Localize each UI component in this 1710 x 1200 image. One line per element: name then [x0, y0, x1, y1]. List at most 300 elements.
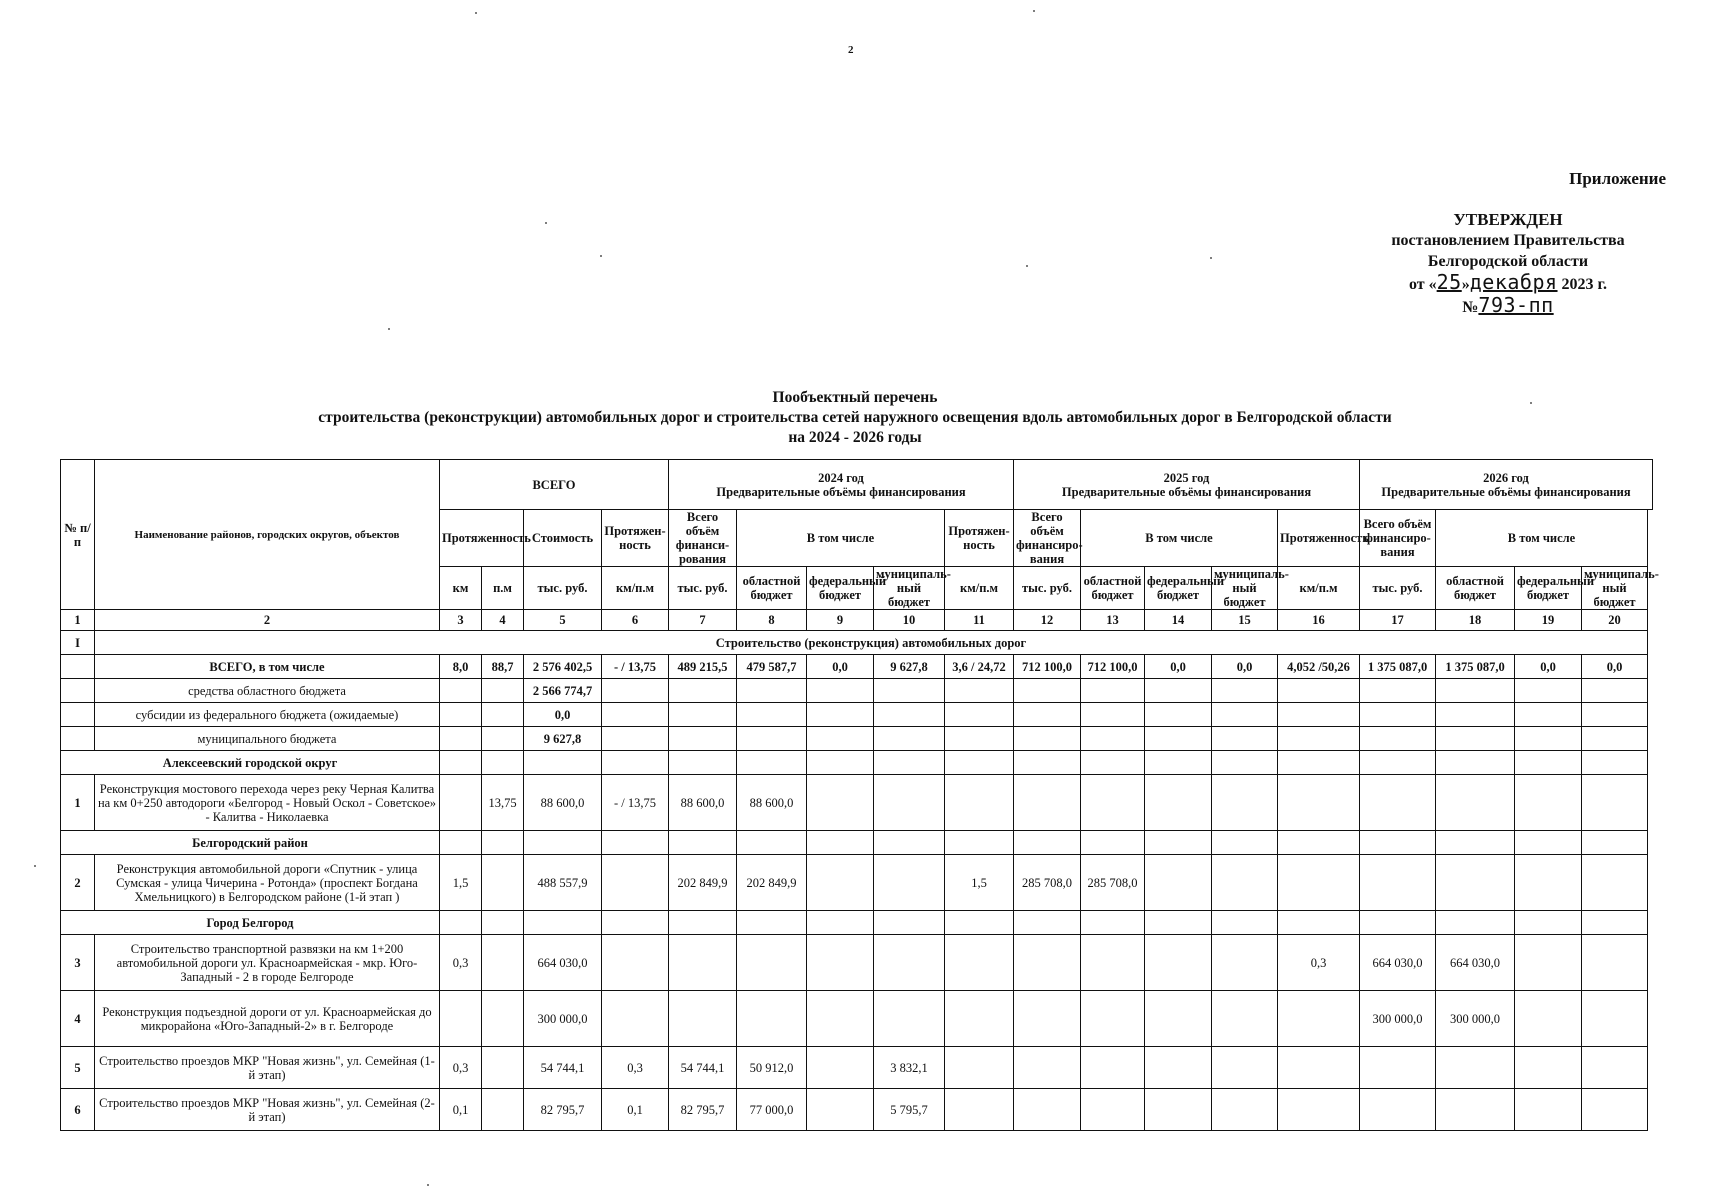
totals-vol-2025: 712 100,0 [1014, 655, 1081, 679]
approval-stamp [1368, 166, 1666, 318]
header-2025 [1014, 460, 1360, 510]
unit-reg-2024: областной бюджет [737, 567, 807, 610]
object-cost: 54 744,1 [524, 1047, 602, 1089]
empty-cell [1145, 911, 1212, 935]
col-num: 2 [95, 610, 440, 631]
approval-line-2: Белгородской области [1427, 253, 1589, 270]
empty-cell [1212, 703, 1278, 727]
empty-cell [1212, 727, 1278, 751]
title-line-1: Пообъектный перечень [772, 389, 938, 406]
totals-km: 8,0 [440, 655, 482, 679]
header-vol-2026: Всего объём финансиро-вания [1360, 510, 1436, 567]
empty-cell [807, 911, 874, 935]
empty-cell [1515, 679, 1582, 703]
object-len-2026: 0,3 [1278, 935, 1360, 991]
object-pm: 13,75 [482, 775, 524, 831]
empty-cell [945, 703, 1014, 727]
cell [61, 655, 95, 679]
object-reg-2024: 88 600,0 [737, 775, 807, 831]
unit-fed-2026: федеральный бюджет [1515, 567, 1582, 610]
empty-cell [1360, 679, 1436, 703]
scan-speck [1026, 265, 1028, 267]
empty-cell [1014, 727, 1081, 751]
empty-cell [602, 751, 669, 775]
object-vol-2025 [1014, 991, 1081, 1047]
year-2024-label: 2024 год [818, 470, 864, 485]
unit-vol-2024: тыс. руб. [669, 567, 737, 610]
empty-cell [737, 911, 807, 935]
object-km: 0,1 [440, 1089, 482, 1131]
object-vol-2024: 54 744,1 [669, 1047, 737, 1089]
scan-speck [1033, 10, 1035, 12]
empty-cell [1278, 727, 1360, 751]
object-cost: 300 000,0 [524, 991, 602, 1047]
object-vol-2026: 664 030,0 [1360, 935, 1436, 991]
cell [440, 679, 482, 703]
unit-mun-2025: муниципаль-ный бюджет [1212, 567, 1278, 610]
object-mun-2024 [874, 935, 945, 991]
empty-cell [874, 727, 945, 751]
empty-cell [1582, 679, 1648, 703]
empty-cell [737, 751, 807, 775]
object-vol-2024: 202 849,9 [669, 855, 737, 911]
header-row-1 [61, 460, 1653, 510]
unit-len-2024: км/п.м [602, 567, 669, 610]
totals-mun-2024: 9 627,8 [874, 655, 945, 679]
col-num: 8 [737, 610, 807, 631]
empty-cell [945, 679, 1014, 703]
object-name: Реконструкция мостового перехода через реку Черная Калитва на км 0+250 автодороги «Белгород - Новый Оскол - Советское» - Калитва - Николаевка [95, 775, 440, 831]
breakdown-label: субсидии из федерального бюджета (ожидаемые) [95, 703, 440, 727]
object-reg-2024: 202 849,9 [737, 855, 807, 911]
object-mun-2024: 5 795,7 [874, 1089, 945, 1131]
district-row [61, 831, 1653, 855]
empty-cell [945, 831, 1014, 855]
empty-cell [602, 727, 669, 751]
unit-cost: тыс. руб. [524, 567, 602, 610]
empty-cell [1436, 831, 1515, 855]
empty-cell [1360, 751, 1436, 775]
col-num: 14 [1145, 610, 1212, 631]
empty-cell [874, 911, 945, 935]
empty-cell [1278, 911, 1360, 935]
empty-cell [807, 855, 874, 911]
empty-cell [1515, 751, 1582, 775]
header-len-2025: Протяжен-ность [945, 510, 1014, 567]
col-num: 16 [1278, 610, 1360, 631]
unit-reg-2026: областной бюджет [1436, 567, 1515, 610]
title-line-3: на 2024 - 2026 годы [788, 429, 922, 446]
empty-cell [1081, 831, 1145, 855]
empty-cell [1436, 911, 1515, 935]
object-vol-2026: 300 000,0 [1360, 991, 1436, 1047]
unit-vol-2026: тыс. руб. [1360, 567, 1436, 610]
object-len-2024: - / 13,75 [602, 775, 669, 831]
totals-row [61, 655, 1653, 679]
object-row [61, 1047, 1653, 1089]
district-name: Алексеевский городской округ [61, 751, 440, 775]
unit-vol-2025: тыс. руб. [1014, 567, 1081, 610]
number-prefix: № [1462, 299, 1479, 316]
title-line-2: строительства (реконструкции) автомобильных дорог и строительства сетей наружного освещения вдоль автомобильных дорог в Белгородской области [318, 409, 1392, 426]
object-km: 0,3 [440, 1047, 482, 1089]
object-reg-2026 [1436, 775, 1515, 831]
object-len-2025 [945, 775, 1014, 831]
object-len-2026 [1278, 991, 1360, 1047]
empty-cell [1278, 679, 1360, 703]
object-len-2026 [1278, 775, 1360, 831]
object-len-2026 [1278, 855, 1360, 911]
scan-speck [1530, 402, 1532, 404]
breakdown-row [61, 679, 1653, 703]
empty-cell [1515, 727, 1582, 751]
empty-cell [1582, 831, 1648, 855]
unit-len-2026: км/п.м [1278, 567, 1360, 610]
object-vol-2024: 82 795,7 [669, 1089, 737, 1131]
empty-cell [1278, 831, 1360, 855]
col-num: 13 [1081, 610, 1145, 631]
breakdown-row [61, 703, 1653, 727]
object-len-2026 [1278, 1047, 1360, 1089]
empty-cell [1145, 775, 1212, 831]
col-num: 6 [602, 610, 669, 631]
object-km [440, 775, 482, 831]
object-vol-2024 [669, 991, 737, 1047]
empty-cell [1145, 831, 1212, 855]
empty-cell [1582, 911, 1648, 935]
object-name: Строительство проездов МКР "Новая жизнь", ул. Семейная (1-й этап) [95, 1047, 440, 1089]
object-len-2025 [945, 935, 1014, 991]
cell [61, 727, 95, 751]
empty-cell [1278, 751, 1360, 775]
object-num: 3 [61, 935, 95, 991]
object-vol-2026 [1360, 1089, 1436, 1131]
empty-cell [1582, 727, 1648, 751]
page-number: 2 [848, 44, 854, 56]
scan-speck [600, 255, 602, 257]
date-mid: » [1461, 276, 1470, 293]
column-numbers-row [61, 610, 1653, 631]
empty-cell [1014, 703, 1081, 727]
totals-fed-2026: 0,0 [1515, 655, 1582, 679]
empty-cell [1360, 703, 1436, 727]
empty-cell [1515, 991, 1582, 1047]
object-vol-2025 [1014, 775, 1081, 831]
col-num: 15 [1212, 610, 1278, 631]
object-len-2025: 1,5 [945, 855, 1014, 911]
object-pm [482, 935, 524, 991]
object-mun-2024 [874, 991, 945, 1047]
empty-cell [1014, 751, 1081, 775]
empty-cell [1515, 831, 1582, 855]
header-len-2024: Протяжен-ность [602, 510, 669, 567]
object-row [61, 935, 1653, 991]
object-reg-2025 [1081, 991, 1145, 1047]
empty-cell [1436, 679, 1515, 703]
object-num: 1 [61, 775, 95, 831]
scan-speck [34, 865, 36, 867]
district-row [61, 751, 1653, 775]
object-reg-2025 [1081, 935, 1145, 991]
object-num: 2 [61, 855, 95, 911]
cell [482, 703, 524, 727]
col-num: 10 [874, 610, 945, 631]
object-pm [482, 855, 524, 911]
empty-cell [1278, 703, 1360, 727]
year-2026-label: 2026 год [1483, 470, 1529, 485]
unit-mun-2026: муниципаль-ный бюджет [1582, 567, 1648, 610]
district-name: Город Белгород [61, 911, 440, 935]
object-km [440, 991, 482, 1047]
empty-cell [1360, 727, 1436, 751]
empty-cell [1145, 679, 1212, 703]
object-vol-2026 [1360, 1047, 1436, 1089]
breakdown-row [61, 727, 1653, 751]
empty-cell [807, 703, 874, 727]
empty-cell [1212, 855, 1278, 911]
empty-cell [669, 679, 737, 703]
empty-cell [1515, 911, 1582, 935]
empty-cell [1212, 775, 1278, 831]
empty-cell [1212, 911, 1278, 935]
empty-cell [1360, 911, 1436, 935]
header-total: ВСЕГО [440, 460, 669, 510]
object-cost: 488 557,9 [524, 855, 602, 911]
object-reg-2024 [737, 991, 807, 1047]
object-reg-2026: 300 000,0 [1436, 991, 1515, 1047]
empty-cell [1582, 855, 1648, 911]
object-pm [482, 1089, 524, 1131]
object-vol-2025: 285 708,0 [1014, 855, 1081, 911]
district-name: Белгородский район [61, 831, 440, 855]
unit-pm: п.м [482, 567, 524, 610]
col-num: 4 [482, 610, 524, 631]
empty-cell [807, 727, 874, 751]
object-vol-2026 [1360, 775, 1436, 831]
col-num: 5 [524, 610, 602, 631]
header-incl-2026: В том числе [1436, 510, 1648, 567]
empty-cell [602, 911, 669, 935]
date-day: 25 [1436, 270, 1462, 294]
object-vol-2024 [669, 935, 737, 991]
empty-cell [807, 751, 874, 775]
section-title: Строительство (реконструкция) автомобильных дорог [95, 631, 1648, 655]
empty-cell [669, 703, 737, 727]
object-cost: 664 030,0 [524, 935, 602, 991]
col-num: 20 [1582, 610, 1648, 631]
year-2025-label: 2025 год [1163, 470, 1210, 485]
empty-cell [874, 703, 945, 727]
breakdown-value: 9 627,8 [524, 727, 602, 751]
object-km: 1,5 [440, 855, 482, 911]
header-name: Наименование районов, городских округов, объектов [95, 460, 440, 610]
empty-cell [807, 831, 874, 855]
empty-cell [1014, 911, 1081, 935]
empty-cell [1212, 679, 1278, 703]
object-cost: 82 795,7 [524, 1089, 602, 1131]
header-num: № п/п [61, 460, 95, 610]
col-num: 1 [61, 610, 95, 631]
cell [440, 727, 482, 751]
unit-mun-2024: муниципаль-ный бюджет [874, 567, 945, 610]
col-num: 11 [945, 610, 1014, 631]
object-len-2025 [945, 991, 1014, 1047]
empty-cell [669, 831, 737, 855]
empty-cell [945, 727, 1014, 751]
empty-cell [482, 911, 524, 935]
empty-cell [807, 679, 874, 703]
empty-cell [524, 911, 602, 935]
object-len-2025 [945, 1089, 1014, 1131]
empty-cell [524, 751, 602, 775]
totals-len-2026: 4,052 /50,26 [1278, 655, 1360, 679]
date-year: 2023 г. [1557, 276, 1607, 293]
object-row [61, 991, 1653, 1047]
col-num: 19 [1515, 610, 1582, 631]
date-month: декабря [1469, 270, 1558, 294]
object-reg-2026 [1436, 1089, 1515, 1131]
object-reg-2024 [737, 935, 807, 991]
header-2024 [669, 460, 1014, 510]
empty-cell [1436, 727, 1515, 751]
empty-cell [1515, 1047, 1582, 1089]
object-mun-2024 [874, 775, 945, 831]
object-vol-2025 [1014, 1089, 1081, 1131]
scan-speck [1210, 257, 1212, 259]
object-reg-2024: 50 912,0 [737, 1047, 807, 1089]
section-row [61, 631, 1653, 655]
empty-cell [482, 751, 524, 775]
empty-cell [1212, 751, 1278, 775]
empty-cell [807, 775, 874, 831]
object-len-2024 [602, 855, 669, 911]
empty-cell [807, 991, 874, 1047]
approval-date [1368, 272, 1648, 295]
col-num: 7 [669, 610, 737, 631]
cell [482, 679, 524, 703]
object-pm [482, 991, 524, 1047]
object-row [61, 1089, 1653, 1131]
object-reg-2025 [1081, 1089, 1145, 1131]
number-value: 793-пп [1478, 293, 1554, 317]
cell [482, 727, 524, 751]
empty-cell [945, 751, 1014, 775]
empty-cell [669, 727, 737, 751]
header-vol-2024: Всего объём финанси-рования [669, 510, 737, 567]
totals-reg-2024: 479 587,7 [737, 655, 807, 679]
empty-cell [669, 751, 737, 775]
object-pm [482, 1047, 524, 1089]
totals-pm: 88,7 [482, 655, 524, 679]
empty-cell [1436, 751, 1515, 775]
appendix-label: Приложение [1569, 169, 1666, 188]
empty-cell [1360, 831, 1436, 855]
empty-cell [1582, 703, 1648, 727]
empty-cell [1145, 703, 1212, 727]
totals-mun-2025: 0,0 [1212, 655, 1278, 679]
object-reg-2025 [1081, 775, 1145, 831]
object-vol-2024: 88 600,0 [669, 775, 737, 831]
empty-cell [874, 751, 945, 775]
empty-cell [1014, 679, 1081, 703]
empty-cell [1582, 775, 1648, 831]
object-num: 5 [61, 1047, 95, 1089]
empty-cell [1081, 703, 1145, 727]
empty-cell [1145, 1089, 1212, 1131]
section-roman: I [61, 631, 95, 655]
object-vol-2025 [1014, 1047, 1081, 1089]
empty-cell [1212, 935, 1278, 991]
object-cost: 88 600,0 [524, 775, 602, 831]
approval-number [1368, 295, 1648, 318]
empty-cell [737, 679, 807, 703]
object-len-2026 [1278, 1089, 1360, 1131]
document-title [60, 388, 1650, 448]
empty-cell [440, 911, 482, 935]
object-row [61, 775, 1653, 831]
empty-cell [1212, 1089, 1278, 1131]
object-reg-2025 [1081, 1047, 1145, 1089]
totals-cost: 2 576 402,5 [524, 655, 602, 679]
empty-cell [1515, 935, 1582, 991]
totals-fed-2024: 0,0 [807, 655, 874, 679]
object-num: 6 [61, 1089, 95, 1131]
empty-cell [1436, 703, 1515, 727]
object-reg-2025: 285 708,0 [1081, 855, 1145, 911]
col-num: 3 [440, 610, 482, 631]
col-num: 12 [1014, 610, 1081, 631]
approval-line-1: постановлением Правительства [1391, 232, 1625, 249]
empty-cell [737, 727, 807, 751]
object-len-2024 [602, 935, 669, 991]
object-len-2024: 0,1 [602, 1089, 669, 1131]
breakdown-label: муниципального бюджета [95, 727, 440, 751]
empty-cell [1515, 855, 1582, 911]
header-2026 [1360, 460, 1653, 510]
unit-fed-2024: федеральный бюджет [807, 567, 874, 610]
empty-cell [1081, 679, 1145, 703]
object-reg-2024: 77 000,0 [737, 1089, 807, 1131]
empty-cell [737, 831, 807, 855]
date-prefix: от « [1408, 276, 1437, 293]
empty-cell [737, 703, 807, 727]
unit-reg-2025: областной бюджет [1081, 567, 1145, 610]
empty-cell [945, 911, 1014, 935]
object-num: 4 [61, 991, 95, 1047]
empty-cell [602, 703, 669, 727]
header-incl-2024: В том числе [737, 510, 945, 567]
empty-cell [874, 831, 945, 855]
object-reg-2026 [1436, 1047, 1515, 1089]
object-len-2024: 0,3 [602, 1047, 669, 1089]
cell [61, 703, 95, 727]
totals-mun-2026: 0,0 [1582, 655, 1648, 679]
object-mun-2024: 3 832,1 [874, 1047, 945, 1089]
totals-fed-2025: 0,0 [1145, 655, 1212, 679]
empty-cell [669, 911, 737, 935]
empty-cell [524, 831, 602, 855]
object-name: Реконструкция автомобильной дороги «Спутник - улица Сумская - улица Чичерина - Ротонда» (проспект Богдана Хмельницкого) в Белгородском районе (1-й этап ) [95, 855, 440, 911]
totals-label: ВСЕГО, в том числе [95, 655, 440, 679]
objects-table [60, 459, 1659, 1131]
empty-cell [807, 935, 874, 991]
object-vol-2026 [1360, 855, 1436, 911]
scan-speck [545, 222, 547, 224]
col-num: 9 [807, 610, 874, 631]
object-len-2025 [945, 1047, 1014, 1089]
object-name: Строительство транспортной развязки на км 1+200 автомобильной дороги ул. Красноармейская - мкр. Юго-Западный - 2 в городе Белгороде [95, 935, 440, 991]
empty-cell [1515, 703, 1582, 727]
